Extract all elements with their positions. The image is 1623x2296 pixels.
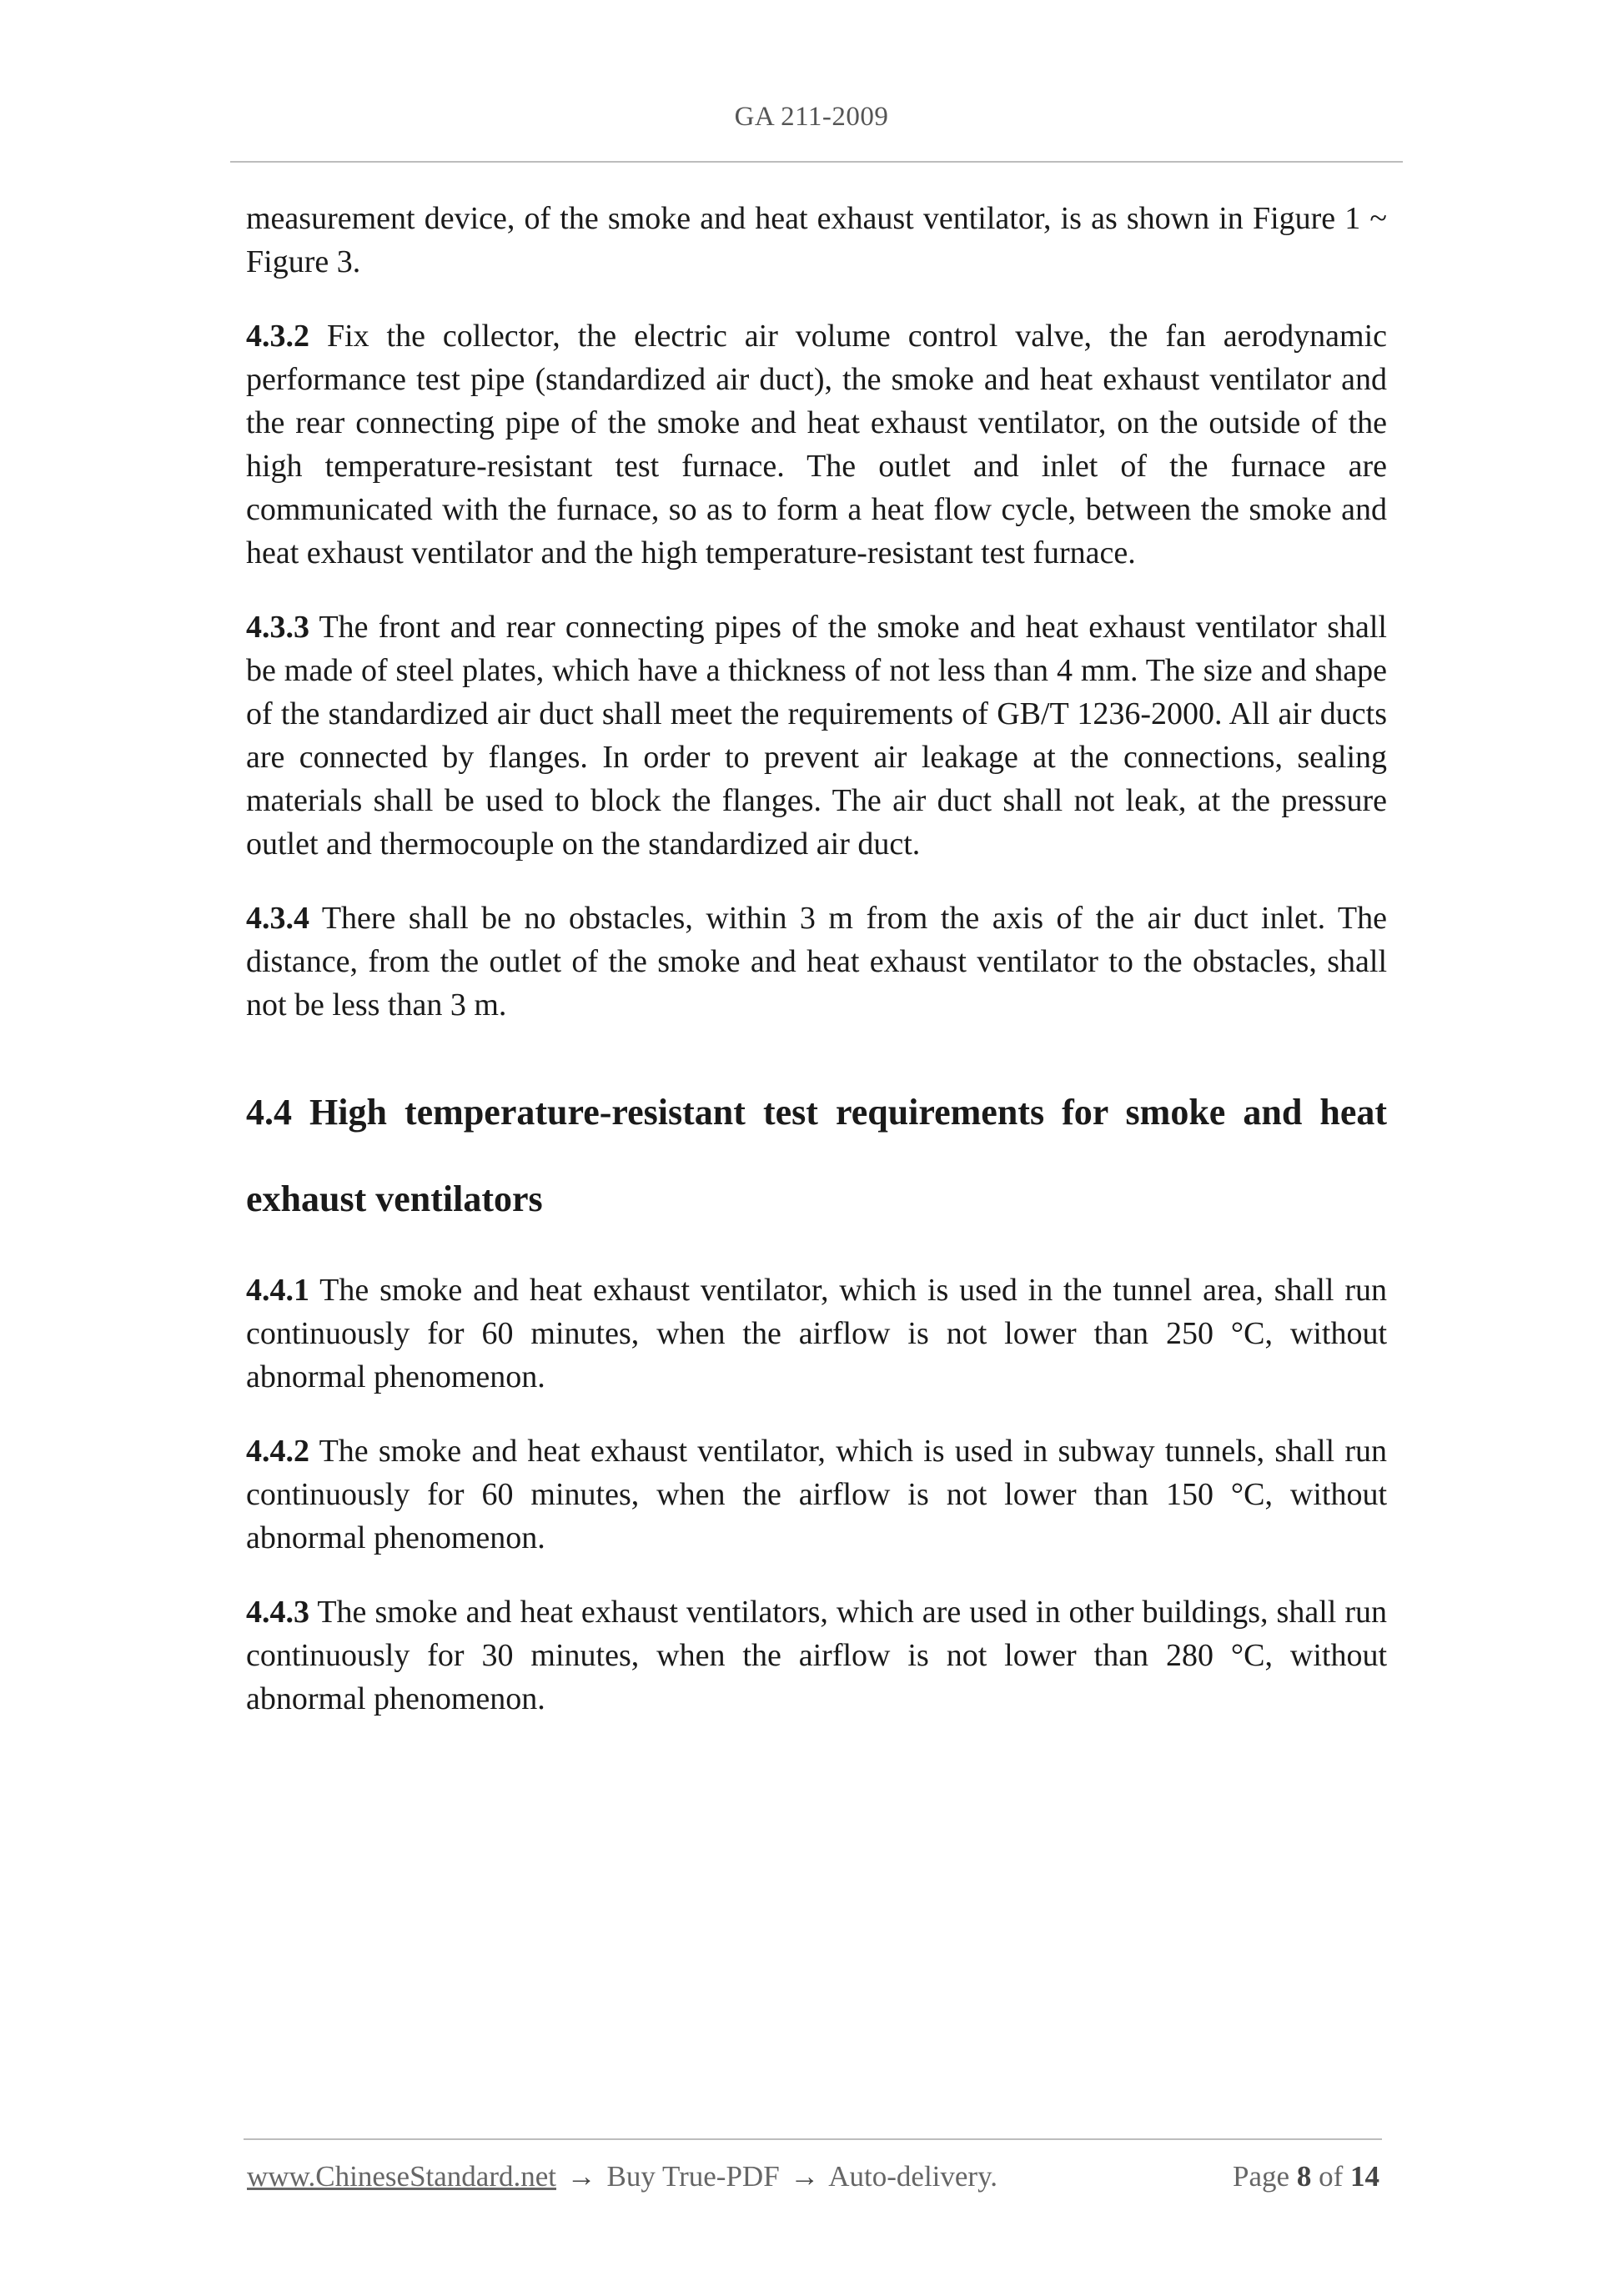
clause-4-3-2 — [246, 314, 1387, 575]
clause-text: The front and rear connecting pipes of the smoke and heat exhaust ventilator shall be made of steel plates, which have a thickness of not less than 4 mm. The size and shape of the standardized air duct shall meet the requirements of GB/T 1236-2000. All air ducts are connected by flanges. In order to prevent air leakage at the connections, sealing materials shall be used to block the flanges. The air duct shall not leak, at the pressure outlet and thermocouple on the standardized air duct. — [246, 610, 1387, 862]
site-link[interactable]: www.ChineseStandard.net — [247, 2160, 556, 2193]
page-indicator — [1233, 2160, 1379, 2193]
of-label: of — [1319, 2160, 1344, 2193]
total-pages: 14 — [1350, 2160, 1379, 2193]
clause-text: The smoke and heat exhaust ventilator, which is used in subway tunnels, shall run continuously for 60 minutes, when the airflow is not lower than 150 °C, without abnormal phenomenon. — [246, 1434, 1387, 1555]
clause-4-4-2 — [246, 1429, 1387, 1560]
footer-divider — [244, 2138, 1382, 2140]
delivery-text: Auto-delivery. — [828, 2160, 998, 2193]
paragraph-text: measurement device, of the smoke and heat exhaust ventilator, is as shown in Figure 1 ~ Figure 3. — [246, 201, 1387, 279]
clause-number: 4.4.2 — [246, 1434, 309, 1469]
arrow-right-icon: → — [790, 2160, 820, 2193]
clause-text: There shall be no obstacles, within 3 m from the axis of the air duct inlet. The distance, from the outlet of the smoke and heat exhaust ventilator to the obstacles, shall not be less than 3 m. — [246, 901, 1387, 1022]
clause-4-4-1 — [246, 1269, 1387, 1399]
clause-4-3-3 — [246, 605, 1387, 866]
page-label: Page — [1233, 2160, 1290, 2193]
clause-text: Fix the collector, the electric air volume control valve, the fan aerodynamic performance test pipe (standardized air duct), the smoke and heat exhaust ventilator and the rear connecting pipe of the smoke and heat exhaust ventilator, on the outside of the high temperature-resistant test furnace. The outlet and inlet of the furnace are communicated with the furnace, so as to form a heat flow cycle, between the smoke and heat exhaust ventilator and the high temperature-resistant test furnace. — [246, 319, 1388, 570]
footer-promo — [247, 2160, 997, 2193]
clause-4-4-3 — [246, 1590, 1387, 1721]
paragraph-continuation — [246, 197, 1387, 284]
buy-text: Buy True-PDF — [606, 2160, 780, 2193]
section-heading-4-4: 4.4 High temperature-resistant test requirements for smoke and heat exhaust ventilators — [246, 1092, 1387, 1219]
clause-number: 4.3.3 — [246, 610, 309, 645]
clause-number: 4.4.3 — [246, 1595, 309, 1630]
header-divider — [230, 161, 1403, 163]
clause-number: 4.4.1 — [246, 1273, 309, 1308]
clause-number: 4.3.2 — [246, 319, 309, 354]
page-footer — [247, 2160, 1379, 2193]
current-page-number: 8 — [1296, 2160, 1312, 2193]
clause-number: 4.3.4 — [246, 901, 309, 936]
clause-4-3-4 — [246, 897, 1387, 1027]
running-header: GA 211-2009 — [734, 102, 889, 132]
clause-text: The smoke and heat exhaust ventilators, which are used in other buildings, shall run continuously for 30 minutes, when the airflow is not lower than 280 °C, without abnormal phenomenon. — [246, 1595, 1387, 1716]
document-body — [246, 197, 1387, 1751]
clause-text: The smoke and heat exhaust ventilator, which is used in the tunnel area, shall run continuously for 60 minutes, when the airflow is not lower than 250 °C, without abnormal phenomenon. — [246, 1273, 1387, 1394]
arrow-right-icon: → — [566, 2160, 596, 2193]
